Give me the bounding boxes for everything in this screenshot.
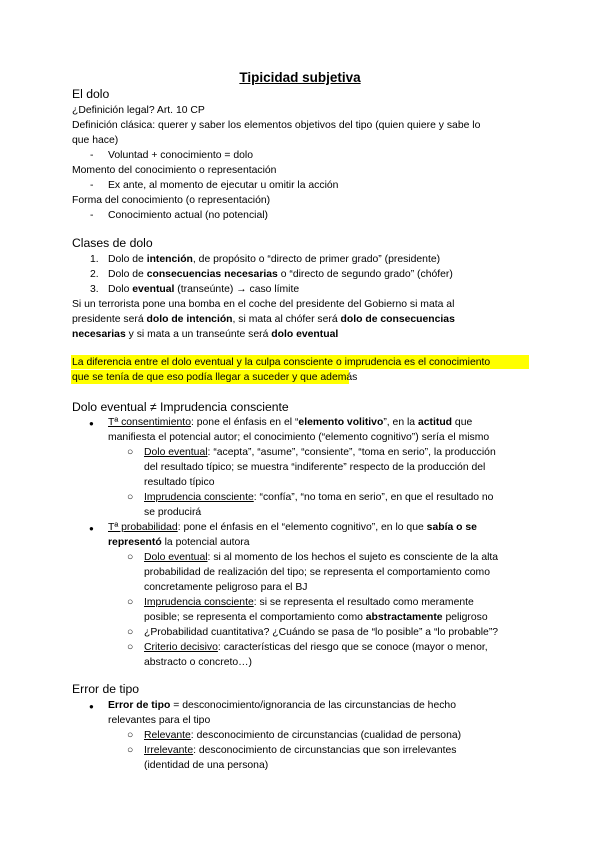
bullet-item: Tª consentimiento: pone el énfasis en el “elemento volitivo”, en la actitud que <box>108 417 473 428</box>
text-line: ¿Definición legal? Art. 10 CP <box>72 105 205 116</box>
list-item: Dolo de intención, de propósito o “directo de primer grado” (presidente) <box>108 254 441 265</box>
bullet-circle: ○ <box>127 492 134 503</box>
bullet-disc: ● <box>89 702 94 711</box>
sub-bullet-item: Criterio decisivo: características del riesgo que se conoce (mayor o menor, <box>144 642 488 653</box>
text-line: presidente será dolo de intención, si mata al chófer será dolo de consecuencias <box>72 314 455 325</box>
bullet-circle: ○ <box>127 597 134 608</box>
text-line: Definición clásica: querer y saber los elementos objetivos del tipo (quien quiere y sabe lo <box>72 120 481 131</box>
text-line: Si un terrorista pone una bomba en el coche del presidente del Gobierno si mata al <box>72 299 455 310</box>
number-marker: 2. <box>90 269 99 280</box>
bullet-circle: ○ <box>127 730 134 741</box>
dash-marker: - <box>90 150 94 161</box>
bullet-disc: ● <box>89 419 94 428</box>
section-heading-dolo: El dolo <box>72 87 110 101</box>
text-line: necesarias y si mata a un transeúnte será dolo eventual <box>72 329 339 340</box>
page-title: Tipicidad subjetiva <box>239 70 361 85</box>
text-line: (identidad de una persona) <box>144 760 269 771</box>
bullet-circle: ○ <box>127 447 134 458</box>
text-line: del resultado típico; se muestra “indiferente” respecto de la producción del <box>144 462 486 473</box>
bullet-item: Error de tipo = desconocimiento/ignorancia de las circunstancias de hecho <box>108 700 456 711</box>
text-line: probabilidad de realización del tipo; se representa el comportamiento como <box>144 567 490 578</box>
text-line: Forma del conocimiento (o representación) <box>72 195 271 206</box>
list-item: Dolo eventual (transeúnte) → caso límite <box>108 284 300 295</box>
text-line: representó la potencial autora <box>108 537 250 548</box>
text-line: manifiesta el potencial autor; el conocimiento (“elemento cognitivo”) sería el mismo <box>108 432 490 443</box>
sub-bullet-item: Relevante: desconocimiento de circunstancias (cualidad de persona) <box>144 730 462 741</box>
sub-bullet-item: Irrelevante: desconocimiento de circunstancias que son irrelevantes <box>144 745 457 756</box>
highlighted-text: La diferencia entre el dolo eventual y la culpa consciente o imprudencia es el conocimiento <box>72 357 491 368</box>
text-line: resultado típico <box>144 477 215 488</box>
bullet-item: Tª probabilidad: pone el énfasis en el “elemento cognitivo”, en lo que sabía o se <box>108 522 477 533</box>
dash-item: Conocimiento actual (no potencial) <box>108 210 268 221</box>
dash-marker: - <box>90 180 94 191</box>
section-heading-error: Error de tipo <box>72 682 140 696</box>
bullet-circle: ○ <box>127 642 134 653</box>
bullet-circle: ○ <box>127 552 134 563</box>
number-marker: 1. <box>90 254 99 265</box>
number-marker: 3. <box>90 284 99 295</box>
bullet-disc: ● <box>89 524 94 533</box>
text-line: relevantes para el tipo <box>108 715 211 726</box>
sub-bullet-item: Imprudencia consciente: “confía”, “no toma en serio”, en que el resultado no <box>144 492 494 503</box>
highlighted-text: que se tenía de que eso podía llegar a suceder y que además <box>72 372 358 383</box>
sub-bullet-item: ¿Probabilidad cuantitativa? ¿Cuándo se pasa de “lo posible” a “lo probable”? <box>144 627 499 638</box>
bullet-circle: ○ <box>127 627 134 638</box>
sub-bullet-item: Dolo eventual: “acepta”, “asume”, “consiente”, “toma en serio”, la producción <box>144 447 496 458</box>
text-line: concretamente peligroso para el BJ <box>144 582 308 593</box>
text-line: Momento del conocimiento o representación <box>72 165 277 176</box>
sub-bullet-item: Dolo eventual: si al momento de los hechos el sujeto es consciente de la alta <box>144 552 499 563</box>
bullet-circle: ○ <box>127 745 134 756</box>
section-heading-clases: Clases de dolo <box>72 236 153 250</box>
text-line: posible; se representa el comportamiento como abstractamente peligroso <box>144 612 488 623</box>
sub-bullet-item: Imprudencia consciente: si se representa el resultado como meramente <box>144 597 474 608</box>
list-item: Dolo de consecuencias necesarias o “directo de segundo grado” (chófer) <box>108 269 453 280</box>
text-line: que hace) <box>72 135 119 146</box>
section-heading-eventual: Dolo eventual ≠ Imprudencia consciente <box>72 400 289 414</box>
dash-marker: - <box>90 210 94 221</box>
dash-item: Voluntad + conocimiento = dolo <box>108 150 253 161</box>
text-line: abstracto o concreto…) <box>144 657 252 668</box>
dash-item: Ex ante, al momento de ejecutar u omitir la acción <box>108 180 339 191</box>
text-line: se producirá <box>144 507 202 518</box>
